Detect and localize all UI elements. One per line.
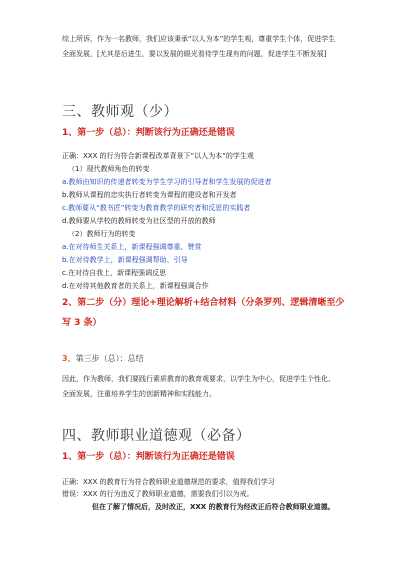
step-number: 3: [62, 354, 68, 363]
step-label: 、第三步（总）：总结: [67, 354, 144, 363]
list-item: d.教师要从学校的教师转变为社区型的开放的教师: [62, 217, 216, 225]
paragraph-line: 综上所诉，作为一名教师，我们应该秉承“以人为本”的学生观，尊重学生个体，促进学生: [62, 35, 336, 43]
subheading: （1）现代教师角色的转变: [68, 165, 150, 173]
correct-line: 正确：XXX 的行为符合新课程改革背景下“以人为本”的学生观: [62, 152, 254, 160]
list-item: a.教师由知识的传递者转变为学生学习的引导者和学生发展的促进者: [62, 178, 272, 186]
paragraph-line: 全面发展，注重培养学生的创新精神和实践能力。: [62, 390, 216, 398]
correct-line: 正确：XXX 的教育行为符合教师职业道德规范的要求，值得我们学习: [62, 478, 275, 486]
note-line: 但在了解了情况后，及时改正，XXX 的教育行为经改正后符合教师职业道德。: [92, 503, 335, 511]
step-heading: 1、第一步（总）：判断该行为正确还是错误: [62, 128, 235, 138]
step-heading: 1、第一步（总）：判断该行为正确还是错误: [62, 452, 235, 462]
step-heading: [62, 354, 144, 364]
subheading: （2）教师行为的转变: [68, 230, 136, 238]
list-item: d.在对待其他教育者的关系上，新课程强调合作: [62, 282, 209, 290]
step-heading: 2、第二步（分）理论+理论解析+结合材料（分条罗列、逻辑清晰至少: [62, 298, 345, 308]
section-heading: 四、教师职业道德观（必备）: [62, 428, 251, 444]
wrong-line: 错误：XXX 的行为违反了教师职业道德，需要我们引以为戒。: [62, 490, 254, 498]
list-item: b.教师从课程的忠实执行者转变为课程的建设者和开发者: [62, 191, 237, 199]
list-item: c.在对待自我上，新课程强调反思: [62, 269, 167, 277]
paragraph-line: 因此，作为教师，我们要践行素质教育的教育观要求，以学生为中心，促进学生个性化、: [62, 375, 335, 383]
step-heading-continued: 写 3 条）: [62, 318, 102, 328]
list-item: a.在对待师生关系上，新课程强调尊重、赞赏: [62, 243, 202, 251]
section-heading: 三、教师观（少）: [62, 104, 178, 120]
list-item: c.教师要从“教书匠”转变为教育教学的研究者和反思的实践者: [62, 204, 251, 212]
list-item: b.在对待教学上，新课程强调帮助、引导: [62, 256, 188, 264]
paragraph-line: 全面发展，[尤其是后进生，要以发展的眼光看待学生现有的问题，促进学生不断发展]: [62, 50, 327, 58]
